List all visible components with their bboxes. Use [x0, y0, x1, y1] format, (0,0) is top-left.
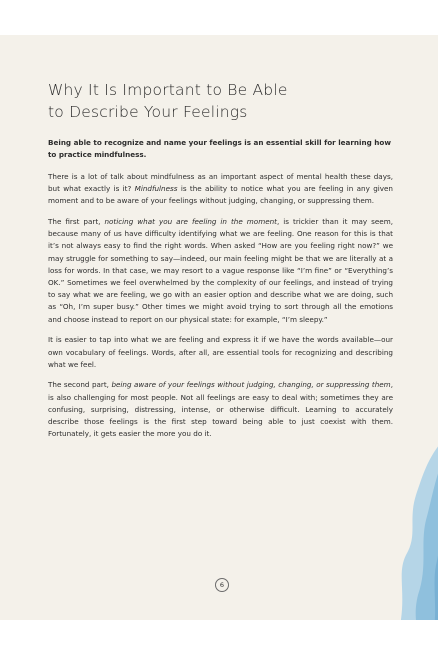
- title-line-1: Why It Is Important to Be Able: [48, 81, 288, 99]
- emphasis-being-aware: being aware of your feelings without judging, changing, or suppressing them: [111, 380, 391, 390]
- paragraph-3: The first part, noticing what you are feeling in the moment, is trickier than it may seem, because many of us have difficulty identifying what we are feeling. One reason for this is that it’s not always easy to find the right words. When asked “How are you feeling right now?” we may struggle for something to say—indeed, our main feeling might be that we are literally at a loss for words. In that case, we may resort to a vague response like “I’m fine” or “Everything’s OK.” Sometimes we feel overwhelmed by the complexity of our feelings, and instead of trying to say what we are feeling, we go with an easier option and describe what we are doing, such as “Oh, I’m super busy.” Other times we might avoid trying to sort through all the emotions and choose instead to report on our physical state: for example, “I’m sleepy.”: [48, 217, 393, 324]
- paragraph-5: The second part, being aware of your feelings without judging, changing, or suppressing them, is also challenging for most people. Not all feelings are easy to deal with; sometimes they are confusing, surprising, distressing, intense, or otherwise difficult. Learning to accurately describe those feelings is the first step toward being able to just coexist with them. Fortunately, it gets easier the more you do it.: [48, 380, 393, 439]
- body-text: [48, 137, 393, 449]
- emphasis-mindfulness: Mindfulness: [134, 184, 178, 194]
- paragraph-2: There is a lot of talk about mindfulness as an important aspect of mental health these days, but what exactly is it? Mindfulness is the ability to notice what you are feeling in any given moment and to be aware of your feelings without judging, changing, or suppressing them.: [48, 171, 393, 206]
- paragraph-4: It is easier to tap into what we are feeling and express it if we have the words available—our own vocabulary of feelings. Words, after all, are essential tools for recognizing and describing what we feel.: [48, 335, 393, 369]
- emphasis-noticing: noticing what you are feeling in the moment: [104, 217, 277, 227]
- lead-paragraph: Being able to recognize and name your feelings is an essential skill for learning how to practice mindfulness.: [48, 138, 391, 160]
- page-number-badge: 6: [215, 578, 229, 592]
- page-title: [48, 79, 388, 123]
- watercolor-wash-decoration: [388, 435, 438, 620]
- title-line-2: to Describe Your Feelings: [48, 103, 248, 121]
- book-page: [0, 35, 438, 620]
